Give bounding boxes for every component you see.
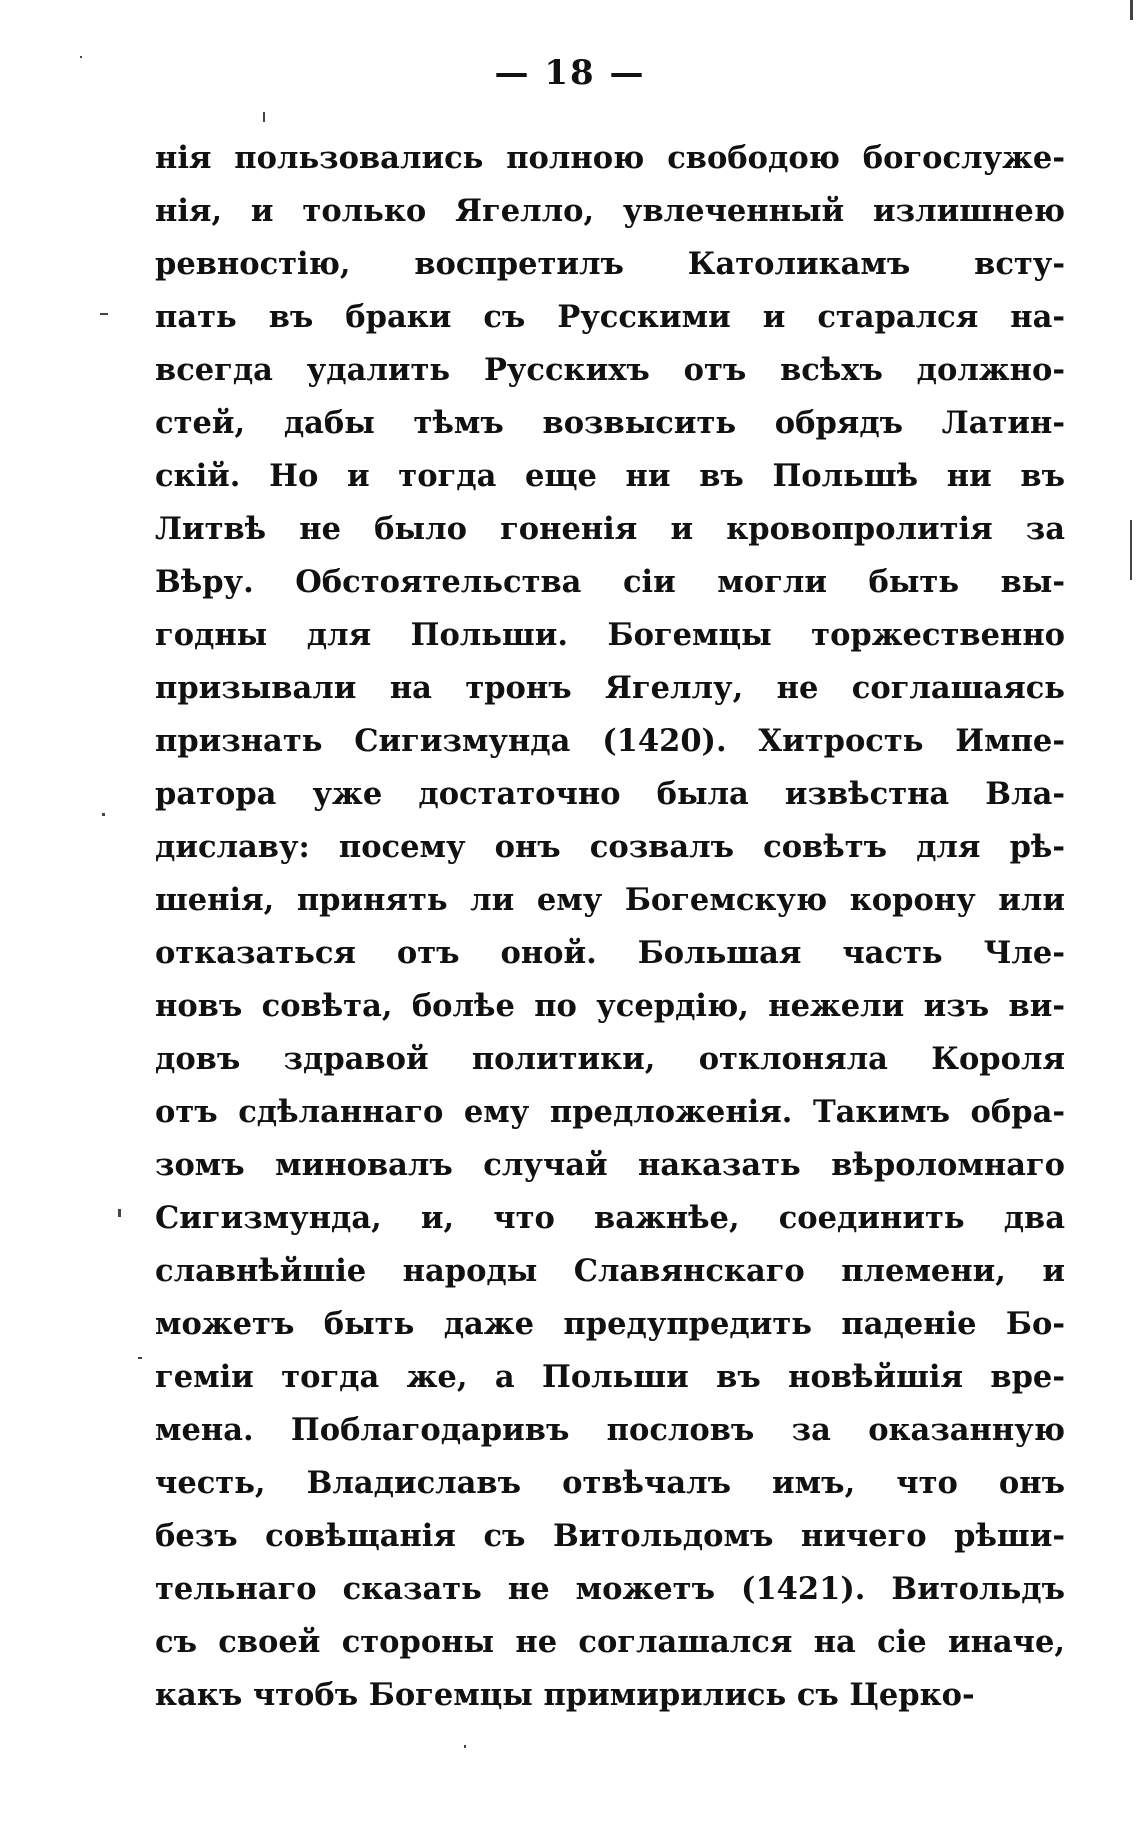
text-line: геміи тогда же, а Польши въ новѣйшія вре- [155,1359,1065,1395]
scan-speck [1130,520,1132,580]
text-line: ратора уже достаточно была извѣстна Вла- [155,776,1065,812]
text-line: какъ чтобъ Богемцы примирились съ Церко- [155,1677,975,1713]
body-text [155,132,1065,1722]
text-line: шенія, принять ли ему Богемскую корону или [155,882,1065,918]
text-line: годны для Польши. Богемцы торжественно [155,617,1065,653]
text-line: скій. Но и тогда еще ни въ Польшѣ ни въ [155,458,1065,494]
scan-speck [464,1745,466,1748]
text-line: отъ сдѣланнаго ему предложенія. Такимъ обра- [155,1094,1065,1130]
text-line: диславу: посему онъ созвалъ совѣтъ для рѣ- [155,829,1065,865]
page-number-header: — 18 — [494,53,646,93]
text-line: пать въ браки съ Русскими и старался на- [155,299,1065,335]
text-line: стей, дабы тѣмъ возвысить обрядъ Латин- [155,405,1065,441]
scan-speck [102,813,105,816]
text-line: призывали на тронъ Ягеллу, не соглашаясь [155,670,1065,706]
text-line: нія пользовались полною свободою богослуже- [155,140,1065,176]
text-line: Вѣру. Обстоятельства сіи могли быть вы- [155,564,1065,600]
text-line: всегда удалить Русскихъ отъ всѣхъ должно- [155,352,1065,388]
text-line: безъ совѣщанія съ Витольдомъ ничего рѣши- [155,1518,1065,1554]
scan-speck [1130,0,1133,20]
text-line: славнѣйшіе народы Славянскаго племени, и [155,1253,1065,1289]
text-line: зомъ миновалъ случай наказать вѣроломнаго [155,1147,1065,1183]
scan-speck [138,1357,142,1359]
text-line: тельнаго сказать не можетъ (1421). Витольдъ [155,1571,1065,1607]
text-line: Литвѣ не было гоненія и кровопролитія за [155,511,1065,547]
text-line: мена. Поблагодаривъ пословъ за оказанную [155,1412,1065,1448]
text-line: новъ совѣта, болѣе по усердію, нежели изъ ви- [155,988,1065,1024]
text-line: отказаться отъ оной. Большая часть Чле- [155,935,1065,971]
scan-speck [100,313,108,315]
text-line: признать Сигизмунда (1420). Хитрость Импе- [155,723,1065,759]
text-line: довъ здравой политики, отклоняла Короля [155,1041,1065,1077]
scan-speck [118,1209,121,1217]
text-line: нія, и только Ягелло, увлеченный излишнею [155,193,1065,229]
text-line: Сигизмунда, и, что важнѣе, соединить два [155,1200,1065,1236]
scan-speck [80,56,82,58]
scan-speck [263,112,265,122]
text-line: съ своей стороны не соглашался на сіе иначе, [155,1624,1065,1660]
text-line: можетъ быть даже предупредить паденіе Бо- [155,1306,1065,1342]
text-line: ревностію, воспретилъ Католикамъ всту- [155,246,1065,282]
text-line: честь, Владиславъ отвѣчалъ имъ, что онъ [155,1465,1065,1501]
